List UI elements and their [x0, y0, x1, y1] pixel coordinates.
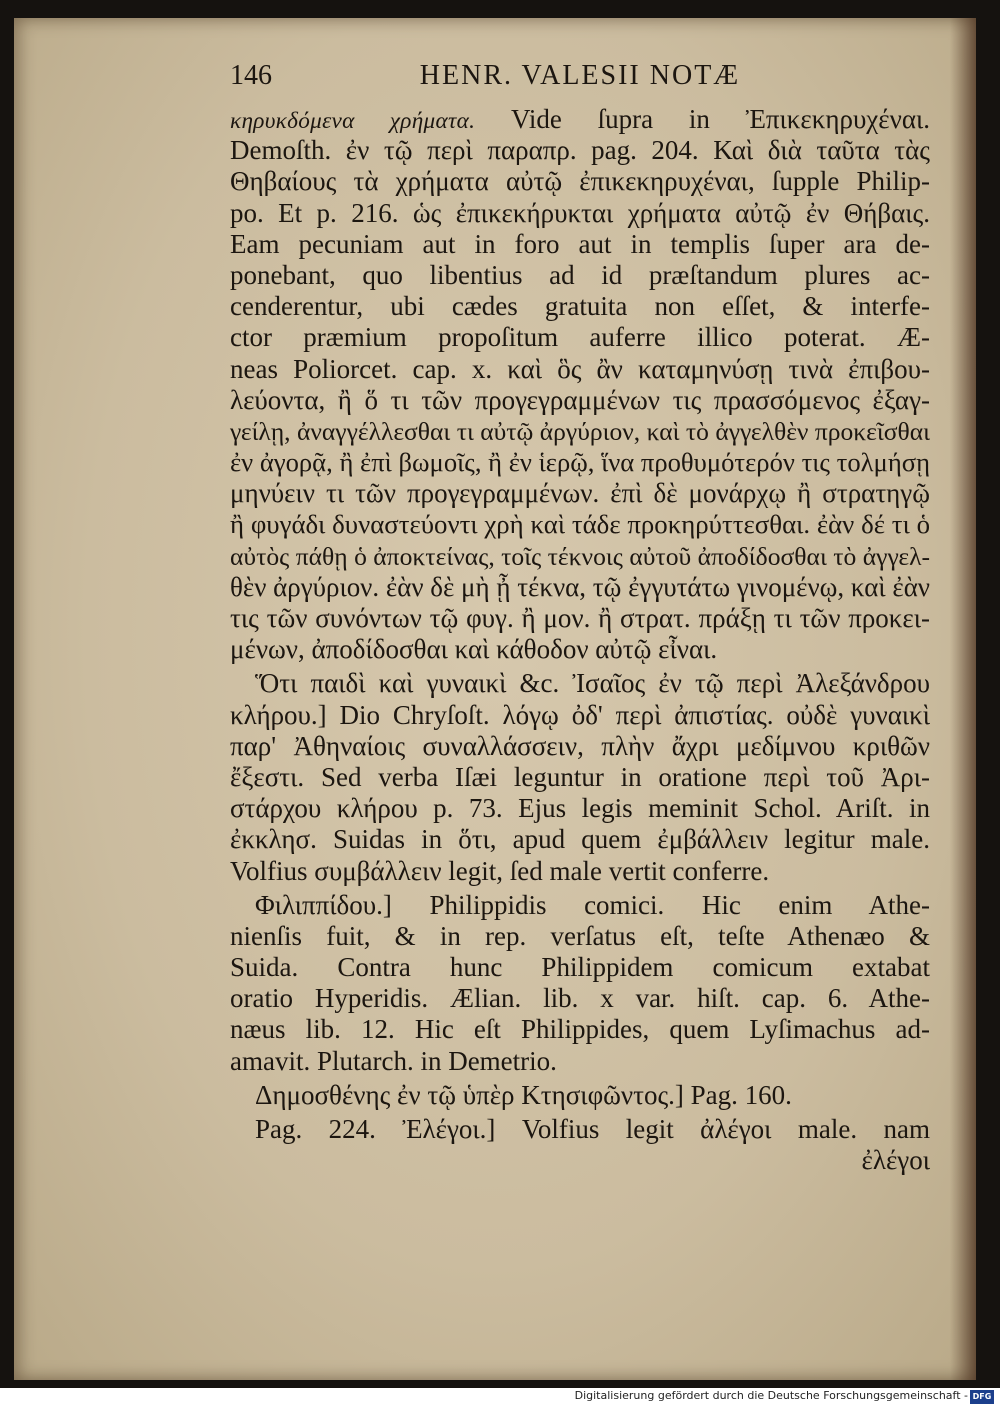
dfg-logo: DFG: [970, 1390, 994, 1404]
page-body: [230, 104, 930, 1176]
paragraph: [230, 1080, 930, 1111]
text-line: Pag. 224. Ἐλέγοι.] Volfius legit ἀλέγοι male. nam: [255, 1114, 930, 1144]
text-line: nienſis fuit, & in rep. verſatus eſt, teſte Athenæo &: [230, 920, 930, 951]
text-line: μένων, ἀποδίδοσθαι καὶ κάθοδον αὐτῷ εἶναι.: [230, 634, 718, 665]
page-gutter-shadow: [950, 18, 976, 1380]
text-line: Eam pecuniam aut in foro aut in templis ſuper ara de-: [230, 228, 930, 259]
paragraph: [230, 1114, 930, 1176]
text-line: γείλῃ, ἀναγγέλλεσθαι τι αὐτῷ ἀργύριον, καὶ τὸ ἀγγελθὲν προκεῖσθαι: [230, 416, 930, 446]
latin-phrase: Vide ſupra in Ἐπικεκηρυχέναι.: [475, 104, 930, 134]
text-line: κλήρου.] Dio Chryſoſt. λόγῳ ὀδ' περὶ ἀπιστίας. οὐδὲ γυναικὶ: [230, 699, 930, 730]
text-line: ἐν ἀγορᾷ, ἢ ἐπὶ βωμοῖς, ἢ ἐν ἱερῷ, ἵνα προθυμότερόν τις τολμήσῃ: [230, 447, 930, 478]
text-line: neas Poliorcet. cap. x. καὶ ὃς ἂν καταμηνύσῃ τινὰ ἐπιβου-: [230, 353, 930, 384]
text-line: μηνύειν τι τῶν προγεγραμμένων. ἐπὶ δὲ μονάρχῳ ἢ στρατηγῷ: [230, 478, 930, 509]
text-line: næus lib. 12. Hic eſt Philippides, quem Lyſimachus ad-: [230, 1014, 930, 1045]
text-line: στάρχου κλήρου p. 73. Ejus legis meminit Schol. Ariſt. in: [230, 793, 930, 824]
text-line: τις τῶν συνόντων τῷ φυγ. ἢ μον. ἢ στρατ. πράξῃ τι τῶν προκει-: [230, 603, 930, 633]
footer-credit: Digitalisierung gefördert durch die Deutsche Forschungsgemeinschaft -: [574, 1389, 968, 1402]
text-line: Suida. Contra hunc Philippidem comicum extabat: [230, 952, 930, 983]
greek-phrase: κηρυκδόμενα χρήματα.: [230, 108, 476, 134]
paragraph: [230, 890, 930, 1077]
text-line: ἐκκλησ. Suidas in ὅτι, apud quem ἐμβάλλειν legitur male.: [230, 824, 930, 855]
text-line: ἐλέγοι: [861, 1145, 930, 1176]
running-header: [230, 60, 930, 100]
text-line: ἔξεστι. Sed verba Iſæi leguntur in oratione περὶ τοῦ Ἀρι-: [230, 761, 930, 792]
text-line: Ὅτι παιδὶ καὶ γυναικὶ &c. Ἰσαῖος ἐν τῷ περὶ Ἀλεξάνδρου: [255, 668, 930, 699]
text-line: ctor præmium propoſitum auferre illico poterat. Æ-: [230, 322, 930, 353]
text-line: Φιλιππίδου.] Philippidis comici. Hic enim Athe-: [255, 889, 930, 920]
paragraph: [230, 668, 930, 886]
text-line: θὲν ἀργύριον. ἐὰν δὲ μὴ ᾖ τέκνα, τῷ ἐγγυτάτω γινομένῳ, καὶ ἐὰν: [230, 571, 930, 602]
text-line: Volfius συμβάλλειν legit, ſed male vertit conferre.: [230, 855, 770, 886]
page-text: [230, 60, 930, 1176]
text-line: cenderentur, ubi cædes gratuita non eſſet, & interfe-: [230, 291, 930, 322]
text-line: ponebant, quo libentius ad id præſtandum plures ac-: [230, 259, 930, 290]
text-line: παρ' Ἀθηναίοις συναλλάσσειν, πλὴν ἄχρι μεδίμνου κριθῶν: [230, 730, 930, 761]
text-line: amavit. Plutarch. in Demetrio.: [230, 1045, 557, 1076]
text-line: λεύοντα, ἢ ὅ τι τῶν προγεγραμμένων τις πρασσόμενος ἐξαγ-: [230, 384, 930, 415]
running-title: HENR. VALESII NOTÆ: [419, 60, 741, 91]
text-line: oratio Hyperidis. Ælian. lib. x var. hiſt. cap. 6. Athe-: [230, 983, 930, 1014]
paragraph: [230, 104, 930, 665]
digitization-footer: [0, 1388, 1000, 1407]
text-line: Θηβαίους τὰ χρήματα αὐτῷ ἐπικεκηρυχέναι, ſupple Philip-: [230, 166, 930, 197]
page-number: 146: [230, 60, 272, 91]
text-line: [230, 104, 930, 135]
text-line: ἢ φυγάδι δυναστεύοντι χρὴ καὶ τάδε προκηρύττεσθαι. ἐὰν δέ τι ὁ: [230, 509, 930, 540]
text-line: Δημοσθένης ἐν τῷ ὑπὲρ Κτησιφῶντος.] Pag. 160.: [255, 1079, 792, 1110]
text-line: Demoſth. ἐν τῷ περὶ παραπρ. pag. 204. Καὶ διὰ ταῦτα τὰς: [230, 135, 930, 166]
text-line: αὐτὸς πάθῃ ὁ ἀποκτείνας, τοῖς τέκνοις αὐτοῦ ἀποδίδοσθαι τὸ ἀγγελ-: [230, 541, 931, 571]
text-line: po. Et p. 216. ὡς ἐπικεκήρυκται χρήματα αὐτῷ ἐν Θήβαις.: [230, 197, 930, 228]
